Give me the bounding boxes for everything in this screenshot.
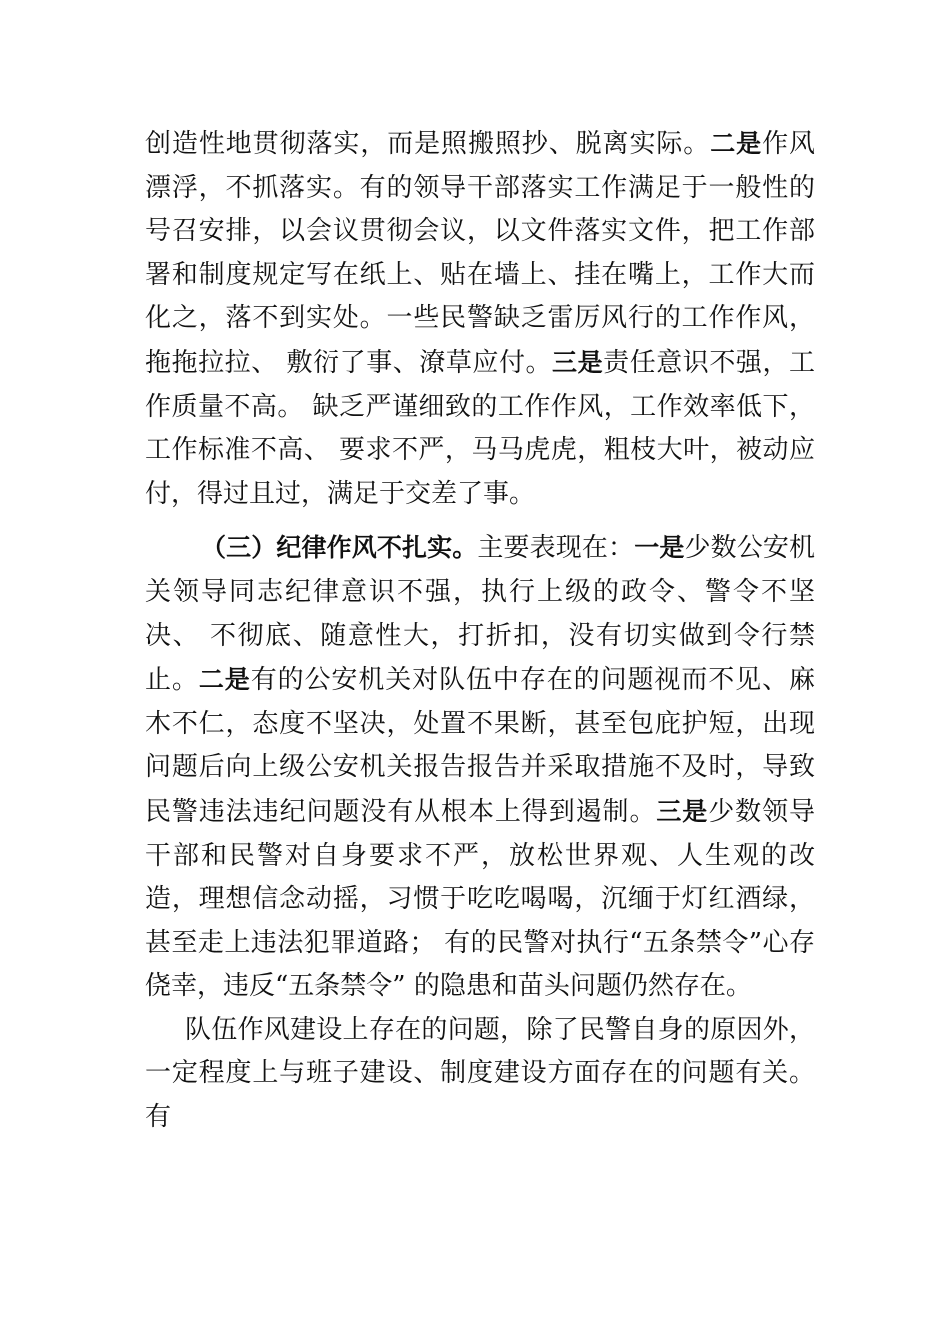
text-segment: 责任意识不强，工作质量不高。 缺乏严谨细致的工作作风，工作效率低下，工作标准不高、 要求不严，马马虎虎，粗枝大叶，被动应付，得过且过，满足于交差了事。 [145, 347, 815, 509]
text-segment: 队伍作风建设上存在的问题，除了民警自身的原因外，一定程度上与班子建设、制度建设方面存在的问题有关。有 [145, 1014, 815, 1133]
section-heading: （三）纪律作风不扎实。 [201, 533, 478, 563]
bold-marker-third: 三是 [656, 796, 709, 826]
paragraph-discipline-style [145, 526, 815, 1009]
text-segment: 主要表现在： [477, 533, 635, 564]
text-segment: 作风漂浮，不抓落实。有的领导干部落实工作满足于一般性的号召安排，以会议贯彻会议，以文件落实文件，把工作部署和制度规定写在纸上、贴在墙上、挂在嘴上，工作大而化之，落不到实处。一些民警缺乏雷厉风行的工作作风，拖拖拉拉、 敷衍了事、潦草应付。 [145, 129, 815, 378]
text-segment: 创造性地贯彻落实，而是照搬照抄、脱离实际。 [145, 129, 711, 159]
document-body [145, 122, 815, 1140]
bold-marker-second: 二是 [198, 665, 251, 695]
text-segment: 少数领导干部和民警对自身要求不严，放松世界观、人生观的改造，理想信念动摇，习惯于吃吃喝喝，沉缅于灯红酒绿，甚至走上违法犯罪道路； 有的民警对执行“五条禁令”心存侥幸，违反“五条禁令” 的隐患和苗头问题仍然存在。 [145, 796, 815, 1002]
bold-marker-third: 三是 [552, 347, 604, 377]
paragraph-team-building [145, 1009, 815, 1140]
bold-marker-second: 二是 [710, 129, 763, 158]
paragraph-work-style [145, 122, 815, 516]
bold-marker-first: 一是 [634, 533, 685, 563]
text-segment: 少数公安机关领导同志纪律意识不强，执行上级的政令、警令不坚决、 不彻底、随意性大，打折扣，没有切实做到令行禁止。 [145, 533, 815, 696]
text-segment: 有的公安机关对队伍中存在的问题视而不见、麻木不仁，态度不坚决，处置不果断，甚至包庇护短，出现问题后向上级公安机关报告报告并采取措施不及时，导致民警违法违纪问题没有从根本上得到遏制。 [145, 665, 815, 827]
